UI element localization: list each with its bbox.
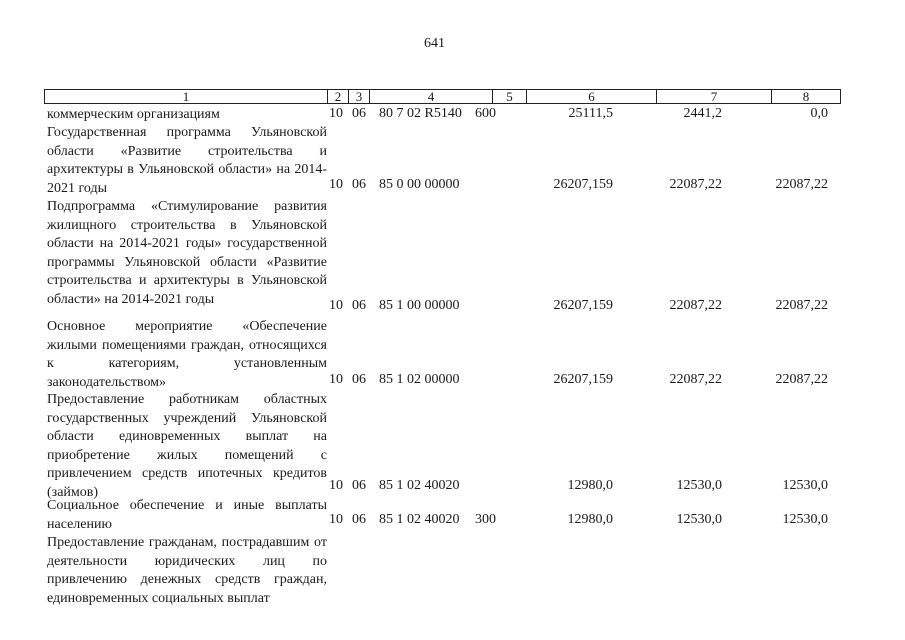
row-value-col7: 22087,22 — [669, 177, 722, 192]
row-csr: 85 0 00 00000 — [379, 177, 460, 192]
header-col-3: 3 — [349, 90, 370, 103]
header-col-6: 6 — [527, 90, 657, 103]
row-section: 10 — [329, 478, 343, 493]
row-csr: 85 1 00 00000 — [379, 298, 460, 313]
row-subsection: 06 — [352, 177, 366, 192]
row-value-col8: 0,0 — [810, 106, 828, 121]
row-name: Подпрограмма «Стимулирование развития жилищного строительства в Ульяновской области на 2014-2021 годы» государственной программы Ульяновской области «Развитие строительства и архитектуры в Ульяновской области» на 2014-2021 годы — [47, 199, 327, 307]
row-value-col7: 2441,2 — [683, 106, 722, 121]
row-value-col8: 22087,22 — [775, 177, 828, 192]
row-name: Предоставление работникам областных государственных учреждений Ульяновской области единовременных выплат на приобретение жилых помещений с привлечением средств ипотечных кредитов (займов) — [47, 392, 327, 500]
row-value-col7: 22087,22 — [669, 372, 722, 387]
row-value-col6: 26207,159 — [553, 177, 613, 192]
header-col-1: 1 — [45, 90, 328, 103]
row-name: коммерческим организациям — [47, 107, 220, 122]
row-value-col6: 25111,5 — [568, 106, 613, 121]
row-section: 10 — [329, 106, 343, 121]
row-name: Социальное обеспечение и иные выплаты населению — [47, 498, 327, 532]
page-number: 641 — [424, 36, 445, 51]
row-value-col6: 12980,0 — [567, 512, 613, 527]
row-section: 10 — [329, 372, 343, 387]
row-value-col8: 22087,22 — [775, 298, 828, 313]
table-header — [44, 89, 841, 104]
row-value-col8: 12530,0 — [782, 478, 828, 493]
row-section: 10 — [329, 298, 343, 313]
row-value-col6: 26207,159 — [553, 372, 613, 387]
row-csr: 80 7 02 R5140 — [379, 106, 462, 121]
row-name: Основное мероприятие «Обеспечение жилыми помещениями граждан, относящихся к категориям, установленным законодательством» — [47, 319, 327, 390]
row-csr: 85 1 02 00000 — [379, 372, 460, 387]
row-name: Государственная программа Ульяновской области «Развитие строительства и архитектуры в Ульяновской области» на 2014-2021 годы — [47, 125, 327, 196]
row-value-col7: 22087,22 — [669, 298, 722, 313]
header-col-2: 2 — [328, 90, 349, 103]
row-vr: 600 — [475, 106, 496, 121]
row-subsection: 06 — [352, 478, 366, 493]
header-col-8: 8 — [802, 89, 810, 104]
row-value-col7: 12530,0 — [676, 478, 722, 493]
row-value-col8: 12530,0 — [782, 512, 828, 527]
header-col-5: 5 — [493, 90, 527, 103]
row-csr: 85 1 02 40020 — [379, 478, 460, 493]
row-subsection: 06 — [352, 512, 366, 527]
row-value-col7: 12530,0 — [676, 512, 722, 527]
row-subsection: 06 — [352, 106, 366, 121]
row-subsection: 06 — [352, 372, 366, 387]
row-value-col8: 22087,22 — [775, 372, 828, 387]
header-col-4: 4 — [370, 90, 493, 103]
row-subsection: 06 — [352, 298, 366, 313]
row-name: Предоставление гражданам, пострадавшим от деятельности юридических лиц по привлечению денежных средств граждан, единовременных социальных выплат — [47, 535, 327, 606]
row-csr: 85 1 02 40020 — [379, 512, 460, 527]
row-value-col6: 26207,159 — [553, 298, 613, 313]
row-section: 10 — [329, 512, 343, 527]
row-value-col6: 12980,0 — [567, 478, 613, 493]
row-vr: 300 — [475, 512, 496, 527]
row-section: 10 — [329, 177, 343, 192]
header-col-7: 7 — [657, 90, 772, 103]
